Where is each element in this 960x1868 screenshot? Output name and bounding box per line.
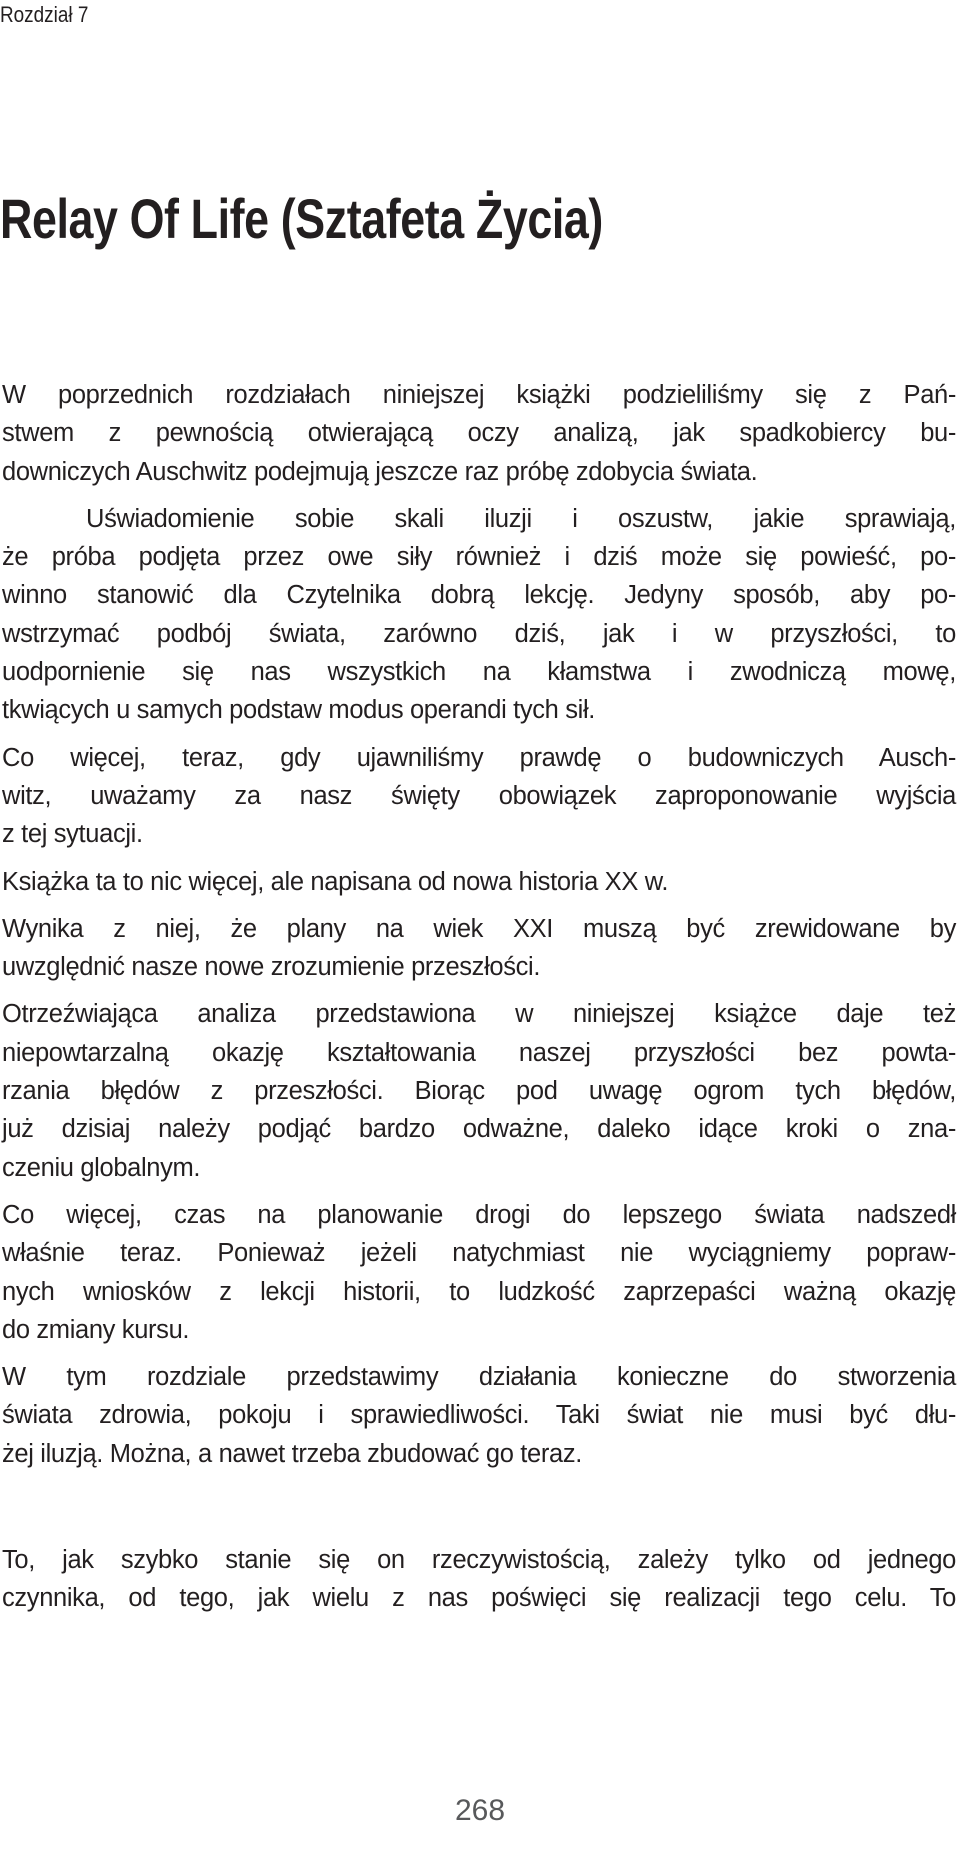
- text-line: uwzględnić nasze nowe zrozumienie przeszłości.: [2, 953, 541, 982]
- paragraph: [2, 863, 956, 901]
- paragraph: [2, 910, 956, 987]
- text-line: niepowtarzalną okazję kształtowania naszej przyszłości bez powta-: [2, 1038, 956, 1067]
- text-line: z tej sytuacji.: [2, 820, 143, 849]
- text-line: W tym rozdziale przedstawimy działania konieczne do stworzenia: [2, 1363, 956, 1392]
- text-line: żej iluzją. Można, a nawet trzeba zbudować go teraz.: [2, 1439, 582, 1468]
- text-line: Co więcej, czas na planowanie drogi do lepszego świata nadszedł: [2, 1200, 956, 1229]
- text-line: Wynika z niej, że plany na wiek XXI muszą być zrewidowane by: [2, 914, 956, 943]
- text-line: czynnika, od tego, jak wielu z nas poświęci się realizacji tego celu. To: [2, 1584, 956, 1613]
- text-line: stwem z pewnością otwierającą oczy analizą, jak spadkobiercy bu-: [2, 419, 956, 448]
- text-line: świata zdrowia, pokoju i sprawiedliwości. Taki świat nie musi być dłu-: [2, 1401, 956, 1430]
- paragraph: [2, 1358, 956, 1473]
- text-line: już dzisiaj należy podjąć bardzo odważne, daleko idące kroki o zna-: [2, 1115, 956, 1144]
- chapter-title: Relay Of Life (Sztafeta Życia): [0, 187, 603, 250]
- text-line: wstrzymać podbój świata, zarówno dziś, jak i w przyszłości, to: [2, 619, 956, 648]
- text-line: nych wniosków z lekcji historii, to ludzkość zaprzepaści ważną okazję: [2, 1277, 956, 1306]
- paragraph: [2, 1196, 956, 1349]
- paragraph: [2, 995, 956, 1186]
- text-line: rzania błędów z przeszłości. Biorąc pod uwagę ogrom tych błędów,: [2, 1077, 956, 1106]
- text-line: Uświadomienie sobie skali iluzji i oszustw, jakie sprawiają,: [86, 504, 956, 533]
- text-line: Książka ta to nic więcej, ale napisana od nowa historia XX w.: [2, 867, 669, 896]
- text-line: tkwiących u samych podstaw modus operandi tych sił.: [2, 696, 596, 725]
- body-text: [2, 376, 956, 1618]
- paragraph: [2, 1541, 956, 1618]
- text-line: W poprzednich rozdziałach niniejszej książki podzieliliśmy się z Pań-: [2, 381, 956, 409]
- text-line: że próba podjęta przez owe siły również i dziś może się powieść, po-: [2, 543, 956, 572]
- paragraph: [2, 376, 956, 491]
- text-line: witz, uważamy za nasz święty obowiązek zaproponowanie wyjścia: [2, 781, 956, 810]
- page-number: 268: [454, 1794, 506, 1827]
- running-head: Rozdział 7: [0, 2, 89, 27]
- text-line: Otrzeźwiająca analiza przedstawiona w niniejszej książce daje też: [2, 1000, 956, 1029]
- text-line: downiczych Auschwitz podejmują jeszcze raz próbę zdobycia świata.: [2, 457, 758, 486]
- text-line: właśnie teraz. Ponieważ jeżeli natychmiast nie wyciągniemy popraw-: [2, 1239, 956, 1268]
- text-line: czeniu globalnym.: [2, 1153, 201, 1182]
- text-line: Co więcej, teraz, gdy ujawniliśmy prawdę o budowniczych Ausch-: [2, 743, 956, 772]
- text-line: uodpornienie się nas wszystkich na kłamstwa i zwodniczą mowę,: [2, 658, 956, 687]
- paragraph: [2, 500, 956, 730]
- text-line: To, jak szybko stanie się on rzeczywistością, zależy tylko od jednego: [2, 1546, 956, 1575]
- text-line: do zmiany kursu.: [2, 1315, 190, 1344]
- paragraph: [2, 739, 956, 854]
- text-line: winno stanowić dla Czytelnika dobrą lekcję. Jedyny sposób, aby po-: [2, 581, 956, 610]
